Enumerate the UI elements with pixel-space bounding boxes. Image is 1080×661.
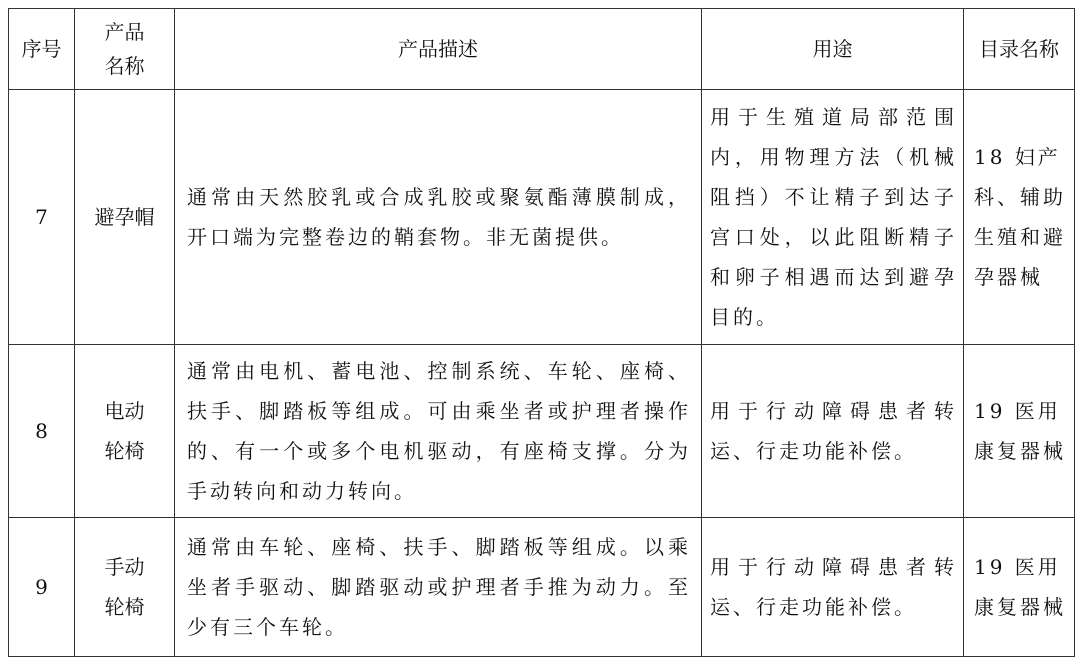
- table-row: [9, 90, 1075, 345]
- header-name-line1: 产品: [104, 20, 145, 44]
- cell-index: 9: [9, 518, 75, 657]
- cell-product-name: [75, 90, 175, 345]
- product-name-line1: 避孕帽: [94, 205, 155, 229]
- product-name-line1: 手动: [104, 555, 145, 579]
- cell-description: 通常由车轮、座椅、扶手、脚踏板等组成。以乘坐者手驱动、脚踏驱动或护理者手推为动力。至少有三个车轮。: [175, 518, 702, 657]
- product-name-line1: 电动: [104, 399, 145, 423]
- header-name: [75, 9, 175, 90]
- product-name-line2: 轮椅: [104, 439, 145, 463]
- product-catalog-table: [8, 8, 1075, 657]
- cell-use: 用于生殖道局部范围内，用物理方法（机械阻挡）不让精子到达子宫口处，以此阻断精子和卵子相遇而达到避孕目的。: [702, 90, 964, 345]
- header-use: 用途: [702, 9, 964, 90]
- cell-index: 7: [9, 90, 75, 345]
- cell-index: 8: [9, 345, 75, 518]
- cell-catalog: 18 妇产科、辅助生殖和避孕器械: [964, 90, 1075, 345]
- header-name-line2: 名称: [104, 54, 145, 78]
- product-name-line2: 轮椅: [104, 595, 145, 619]
- header-index: 序号: [9, 9, 75, 90]
- header-row: [9, 9, 1075, 90]
- table-row: [9, 518, 1075, 657]
- header-description: 产品描述: [175, 9, 702, 90]
- cell-catalog: 19 医用康复器械: [964, 345, 1075, 518]
- cell-description: 通常由天然胶乳或合成乳胶或聚氨酯薄膜制成，开口端为完整卷边的鞘套物。非无菌提供。: [175, 90, 702, 345]
- cell-product-name: [75, 345, 175, 518]
- header-catalog: 目录名称: [964, 9, 1075, 90]
- cell-catalog: 19 医用康复器械: [964, 518, 1075, 657]
- table-row: [9, 345, 1075, 518]
- cell-product-name: [75, 518, 175, 657]
- cell-use: 用于行动障碍患者转运、行走功能补偿。: [702, 518, 964, 657]
- cell-use: 用于行动障碍患者转运、行走功能补偿。: [702, 345, 964, 518]
- cell-description: 通常由电机、蓄电池、控制系统、车轮、座椅、扶手、脚踏板等组成。可由乘坐者或护理者操作的、有一个或多个电机驱动，有座椅支撑。分为手动转向和动力转向。: [175, 345, 702, 518]
